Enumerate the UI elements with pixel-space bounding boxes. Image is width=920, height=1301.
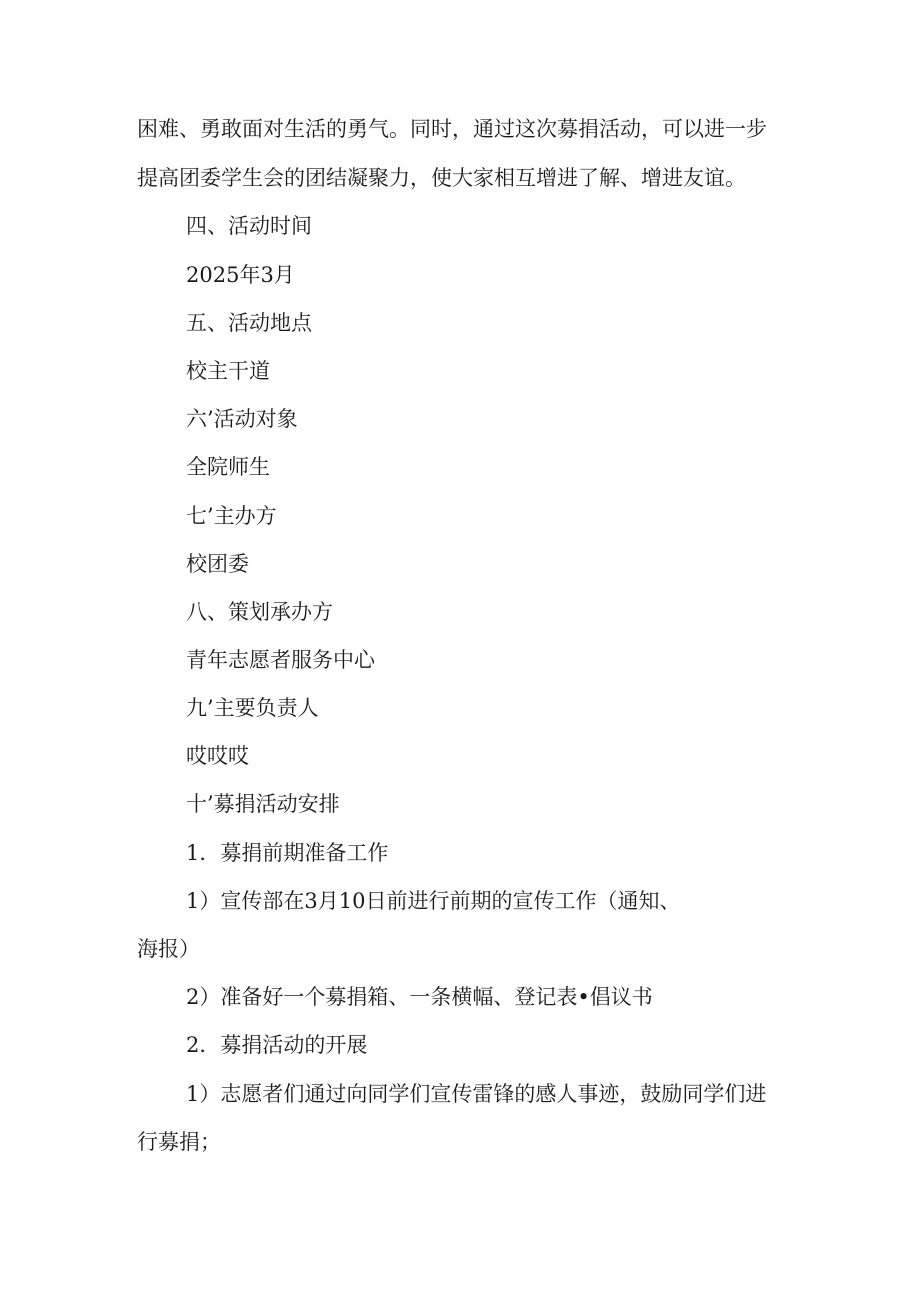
list-item-1-2: 2）准备好一个募捐箱、一条横幅、登记表•倡议书: [186, 985, 653, 1009]
section-heading-7: 七’主办方: [186, 504, 277, 528]
subheading-1: 1．募捐前期准备工作: [186, 841, 389, 865]
subheading-2: 2．募捐活动的开展: [186, 1033, 368, 1057]
paragraph-line-2: 提高团委学生会的团结凝聚力，使大家相互增进了解、增进友谊。: [137, 166, 746, 190]
list-item-1-1-cont: 海报）: [137, 937, 200, 961]
activity-location: 校主干道: [186, 359, 270, 383]
co-organizer: 青年志愿者服务中心: [186, 648, 375, 672]
list-item-2-1-cont: 行募捐；: [137, 1130, 221, 1154]
section-heading-6: 六’活动对象: [186, 407, 298, 431]
list-item-1-1: 1）宣传部在3月10日前进行前期的宣传工作（通知、: [186, 889, 681, 913]
section-heading-4: 四、活动时间: [186, 214, 312, 238]
section-heading-5: 五、活动地点: [186, 311, 312, 335]
person-in-charge: 哎哎哎: [186, 744, 249, 768]
section-heading-8: 八、策划承办方: [186, 600, 333, 624]
list-item-2-1: 1）志愿者们通过向同学们宣传雷锋的感人事迹，鼓励同学们进: [186, 1082, 767, 1106]
section-heading-10: 十’募捐活动安排: [186, 792, 340, 816]
activity-audience: 全院师生: [186, 455, 270, 479]
section-heading-9: 九’主要负责人: [186, 696, 319, 720]
paragraph-line-1: 困难、勇敢面对生活的勇气。同时，通过这次募捐活动，可以进一步: [137, 117, 767, 141]
organizer: 校团委: [186, 552, 249, 576]
activity-time: 2025年3月: [186, 263, 295, 287]
